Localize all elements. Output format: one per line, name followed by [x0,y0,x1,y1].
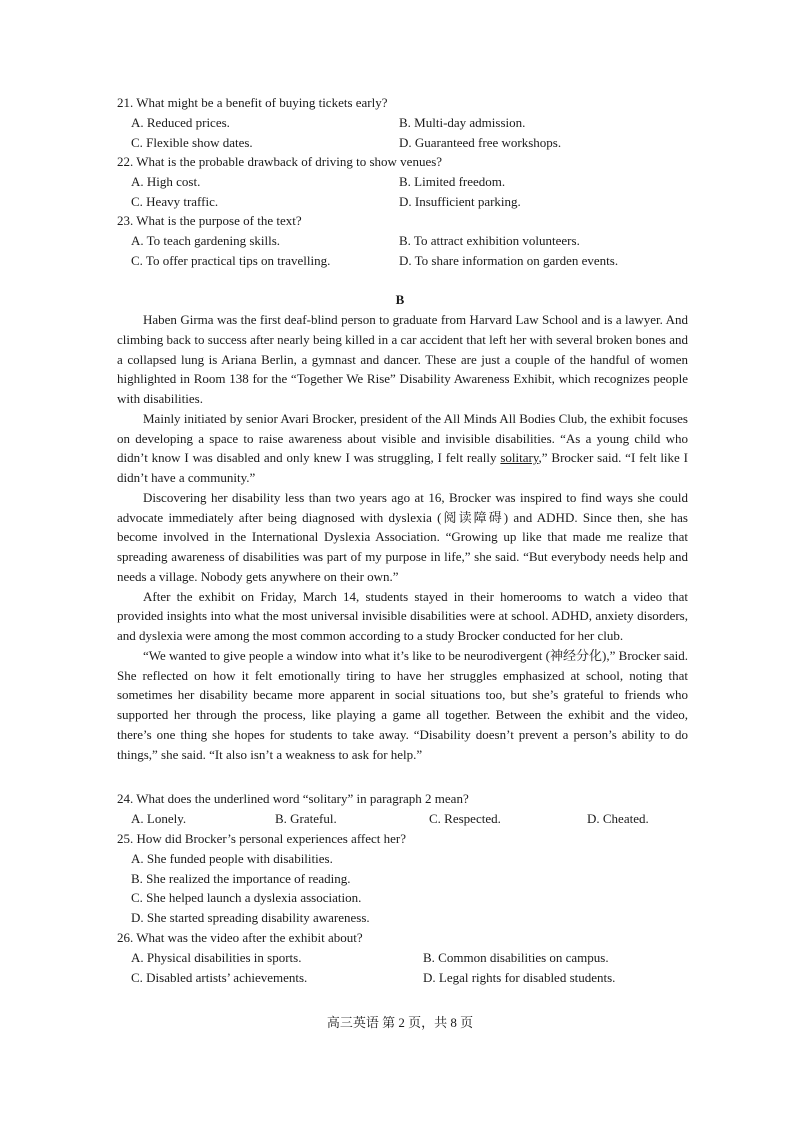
question-21-option-c: C. Flexible show dates. [131,135,253,150]
question-24-option-a: A. Lonely. [131,811,187,826]
reading-passage [117,310,688,764]
question-24-option-b: B. Grateful. [275,811,337,826]
question-24-stem: 24. What does the underlined word “solitary” in paragraph 2 mean? [117,791,469,806]
question-22-option-c: C. Heavy traffic. [131,194,219,209]
question-25-option-d: D. She started spreading disability awareness. [131,910,370,925]
passage-paragraph-2 [117,409,688,488]
passage-paragraph-3: Discovering her disability less than two years ago at 16, Brocker was inspired to find ways she could advocate immediately after being diagnosed with dyslexia (阅读障碍) and ADHD. Since then, she has become involved in the International Dyslexia Association. “Growing up like that made me realize that spreading awareness of disabilities was part of my purpose in life,” she said. “But everybody needs help and needs a village. Nobody gets anywhere on their own.” [117,489,688,584]
question-22-stem: 22. What is the probable drawback of driving to show venues? [117,154,443,169]
question-25-stem: 25. How did Brocker’s personal experiences affect her? [117,831,407,846]
passage-paragraph-5: “We wanted to give people a window into what it’s like to be neurodivergent (神经分化),” Brocker said. She reflected on how it felt emotionally tiring to have her struggles emphasized at school, noting that sometimes her disability became more apparent in social situations too, but she’s grateful to friends who supported her through the process, like playing a game all together. Between the exhibit and the video, there’s one thing she hopes for students to take away. “Disability doesn’t prevent a person’s ability to do things,” she said. “It also isn’t a weakness to ask for help.” [117,647,688,762]
question-21-option-a: A. Reduced prices. [131,115,230,130]
question-26-option-c: C. Disabled artists’ achievements. [131,970,308,985]
section-heading: B [395,292,405,307]
page-footer: 高三英语 第 2 页，共 8 页 [326,1015,474,1030]
question-23-option-b: B. To attract exhibition volunteers. [399,233,580,248]
question-26-option-b: B. Common disabilities on campus. [423,950,609,965]
question-24-option-c: C. Respected. [429,811,501,826]
question-25-option-a: A. She funded people with disabilities. [131,851,333,866]
question-24-option-d: D. Cheated. [587,811,649,826]
passage-paragraph-2-text-before: Mainly initiated by senior Avari Brocker, president of the All Minds All Bodies Club, the exhibit focuses on developing a space to raise awareness about visible and invisible disabilities. “As a young child who didn’t know I was disabled and only knew I was struggling, I felt really [117,410,688,466]
question-23-option-d: D. To share information on garden events. [399,253,619,268]
underlined-word: solitary [500,450,539,466]
question-21-stem: 21. What might be a benefit of buying tickets early? [117,95,388,110]
question-25-option-b: B. She realized the importance of reading. [131,871,351,886]
passage-paragraph-1: Haben Girma was the first deaf-blind person to graduate from Harvard Law School and is a lawyer. And climbing back to success after nearly being killed in a car accident that left her with several broken bones and a collapsed lung is Ariana Berlin, a gymnast and dancer. These are just a couple of the handful of women highlighted in Room 138 for the “Together We Rise” Disability Awareness Exhibit, which recognizes people with disabilities. [117,312,688,406]
passage-paragraph-2-text-after: ,” Brocker said. “I felt like I didn’t have a community.” [117,450,688,485]
passage-paragraph-4: After the exhibit on Friday, March 14, students stayed in their homerooms to watch a video that provided insights into what the most universal invisible disabilities were at school. ADHD, anxiety disorders, and dyslexia were among the most common according to a study Brocker conducted for her club. [117,588,688,643]
question-26-option-d: D. Legal rights for disabled students. [423,970,616,985]
question-22-option-a: A. High cost. [131,174,201,189]
question-23-option-a: A. To teach gardening skills. [131,233,281,248]
question-23-stem: 23. What is the purpose of the text? [117,213,302,228]
question-22-option-d: D. Insufficient parking. [399,194,521,209]
question-25-option-c: C. She helped launch a dyslexia association. [131,890,362,905]
question-21-option-d: D. Guaranteed free workshops. [399,135,562,150]
question-26-stem: 26. What was the video after the exhibit about? [117,930,363,945]
question-22-option-b: B. Limited freedom. [399,174,506,189]
question-23-option-c: C. To offer practical tips on travelling. [131,253,331,268]
question-21-option-b: B. Multi-day admission. [399,115,526,130]
question-26-option-a: A. Physical disabilities in sports. [131,950,302,965]
